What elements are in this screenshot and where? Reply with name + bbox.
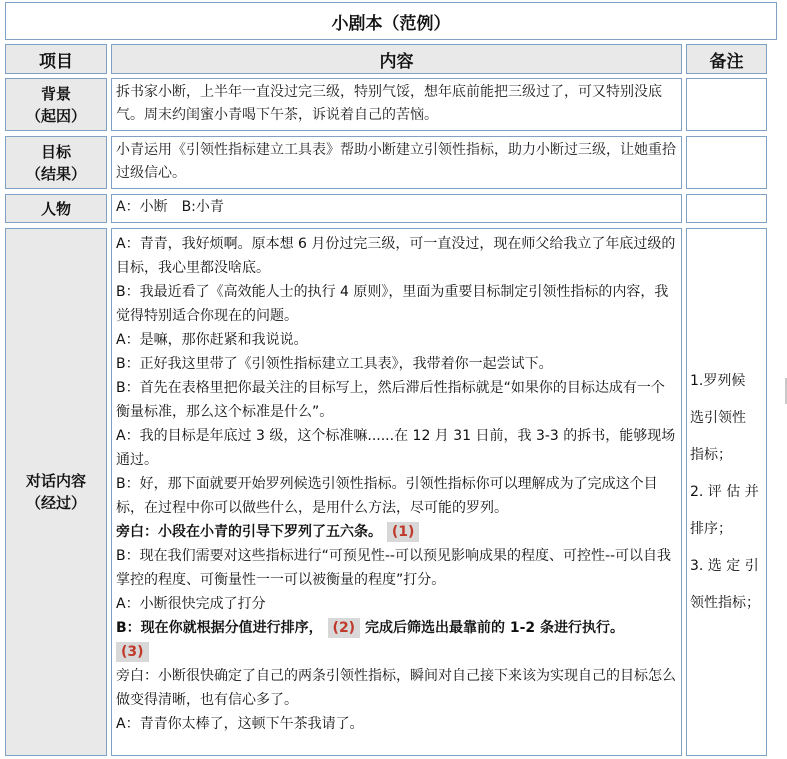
label-background-line2: （起因） — [25, 106, 86, 125]
dialogue-line: B：现在我们需要对这些指标进行“可预见性--可以预见影响成果的程度、可控性--可以自我掌控的程度、可衡量性一一可以被衡量的程度”打分。 — [116, 548, 672, 588]
dialogue-line: A：我的目标是年底过 3 级，这个标准嘛......在 12 月 31 日前，我 3-3 的拆书，能够现场通过。 — [116, 428, 676, 468]
label-characters: 人物 — [5, 194, 107, 223]
characters-text: A：小断 B:小青 — [111, 194, 682, 223]
characters-note — [686, 194, 767, 223]
header-content: 内容 — [111, 44, 682, 74]
dialogue-line: B：我最近看了《高效能人士的执行 4 原则》，里面为重要目标制定引领性指标的内容，我觉得特别适合你现在的问题。 — [116, 284, 669, 324]
label-background-line1: 背景 — [40, 84, 71, 103]
header-item: 项目 — [5, 44, 107, 74]
dialogue-line: A：小断很快完成了打分 — [116, 596, 266, 612]
step-tag-2: (2) — [328, 618, 361, 638]
dialogue-line: B：好，那下面就要开始罗列候选引领性指标。引领性指标你可以理解成为了完成这个目标，在过程中你可以做些什么，是用什么方法，尽可能的罗列。 — [116, 476, 658, 516]
background-note — [686, 78, 767, 131]
note-line: 选引领性 — [690, 409, 746, 426]
goal-note — [686, 136, 767, 189]
note-line: 1.罗列候 — [690, 372, 746, 389]
narration-line — [116, 520, 677, 544]
dialogue-line: A：是嘛，那你赶紧和我说说。 — [116, 332, 308, 348]
label-goal — [5, 136, 107, 189]
note-line: 3. 选 定 引 — [690, 557, 759, 574]
label-dialogue — [5, 228, 107, 756]
narration-text: 旁白：小段在小青的引导下罗列了五六条。 — [116, 524, 382, 540]
note-line: 领性指标； — [690, 594, 760, 611]
label-goal-line1: 目标 — [40, 142, 71, 161]
step-tag-line — [116, 640, 677, 664]
step-tag-3: (3) — [116, 642, 149, 662]
instruction-text-b: 完成后筛选出最靠前的 1-2 条进行执行。 — [364, 620, 625, 636]
label-dialogue-line1: 对话内容 — [25, 472, 86, 490]
note-line: 指标； — [690, 446, 732, 463]
bold-instruction-line — [116, 616, 677, 640]
instruction-text-a: B：现在你就根据分值进行排序， — [116, 620, 323, 636]
dialogue-line: B：首先在表格里把你最关注的目标写上，然后滞后性指标就是“如果你的目标达成有一个衡量标准，那么这个标准是什么”。 — [116, 380, 665, 420]
dialogue-content — [111, 228, 682, 756]
dialogue-line: B：正好我这里带了《引领性指标建立工具表》，我带着你一起尝试下。 — [116, 356, 553, 372]
note-line: 2. 评 估 并 — [690, 483, 759, 500]
header-notes: 备注 — [686, 44, 767, 74]
label-goal-line2: （结果） — [25, 164, 86, 183]
dialogue-line: A：青青，我好烦啊。原本想 6 月份过完三级，可一直没过，现在师父给我立了年底过级的目标，我心里都没啥底。 — [116, 236, 676, 276]
step-tag-1: (1) — [387, 522, 420, 542]
dialogue-note — [686, 228, 767, 756]
dialogue-line: 旁白：小断很快确定了自己的两条引领性指标，瞬间对自己接下来该为实现自己的目标怎么做变得清晰，也有信心多了。 — [116, 668, 676, 708]
table-title: 小剧本（范例） — [5, 2, 777, 40]
goal-text: 小青运用《引领性指标建立工具表》帮助小断建立引领性指标，助力小断过三级，让她重拾过级信心。 — [111, 136, 682, 189]
label-dialogue-line2: （经过） — [25, 494, 86, 512]
note-line: 排序； — [690, 520, 732, 537]
label-background — [5, 78, 107, 131]
background-text: 拆书家小断，上半年一直没过完三级，特别气馁，想年底前能把三级过了，可又特别没底气。周末约闺蜜小青喝下午茶，诉说着自己的苦恼。 — [111, 78, 682, 131]
dialogue-line: A：青青你太棒了，这顿下午茶我请了。 — [116, 716, 364, 732]
